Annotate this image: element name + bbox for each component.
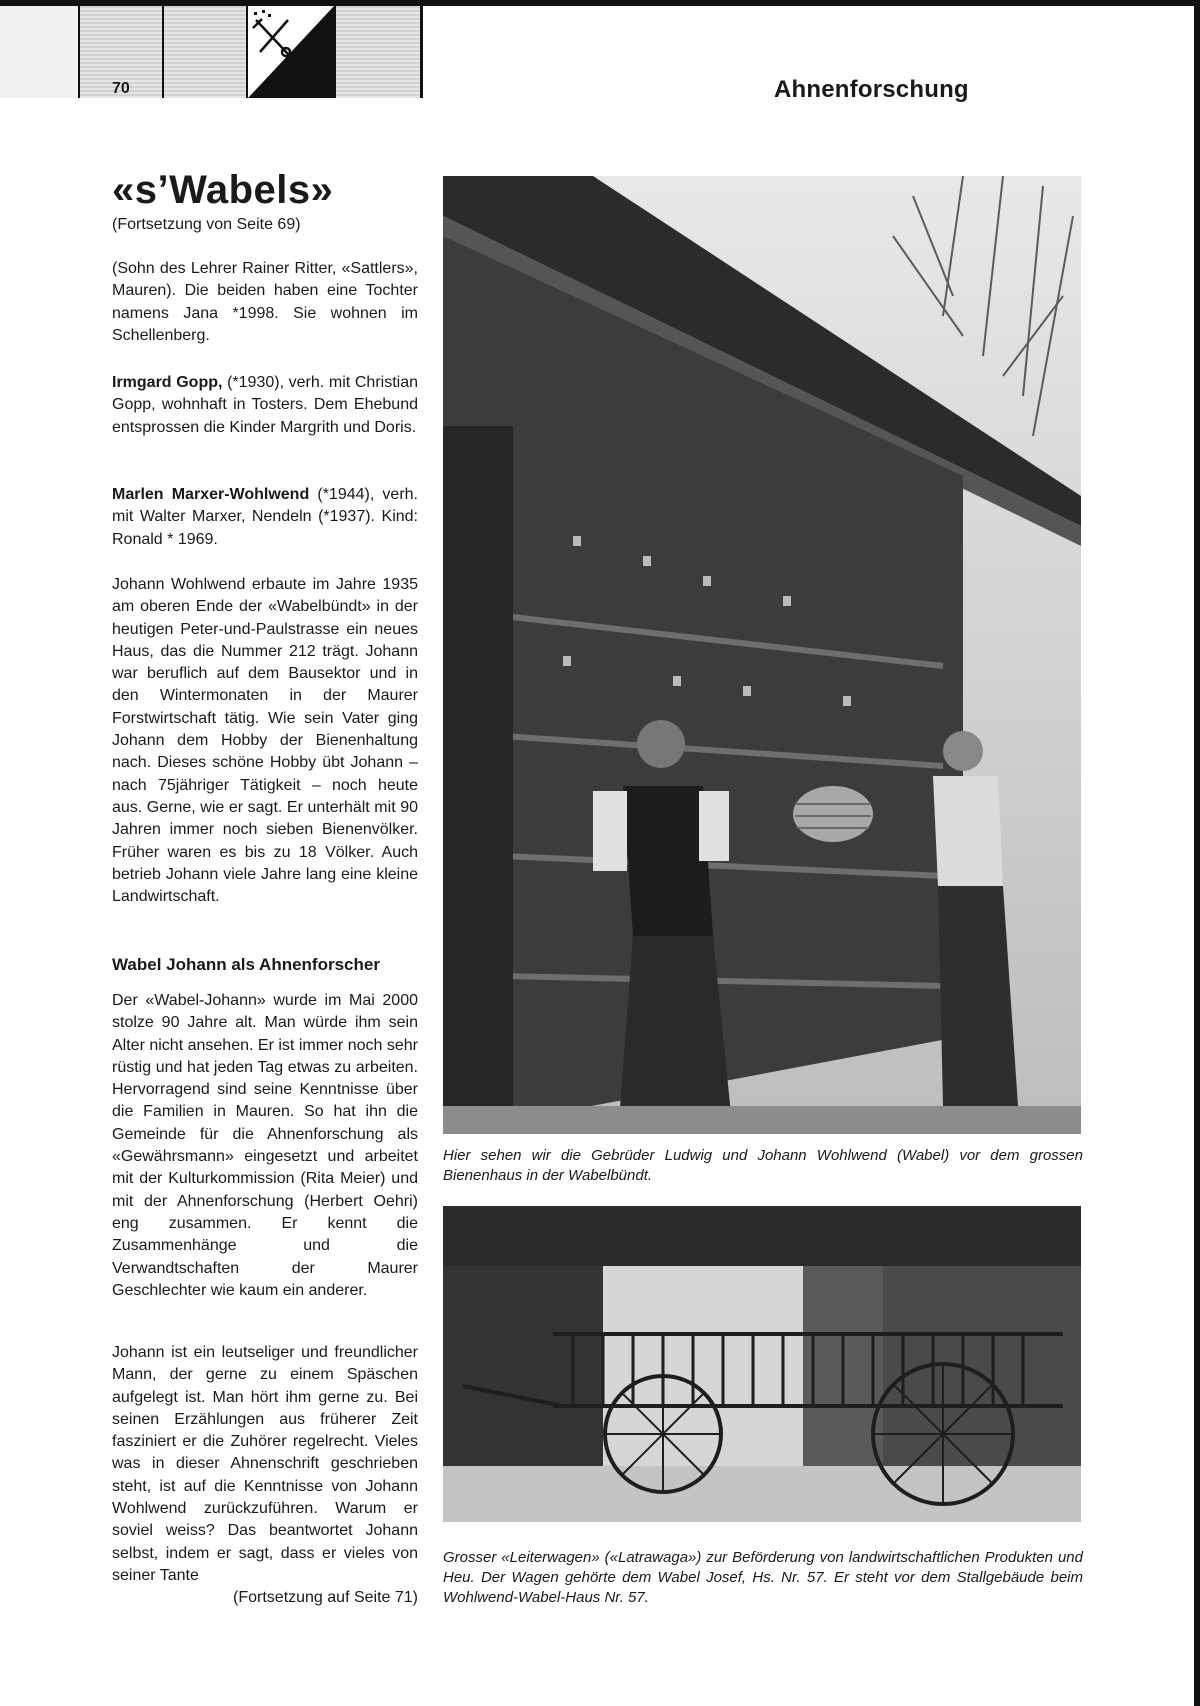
article-paragraph (112, 484, 418, 551)
article-paragraph (112, 990, 418, 1302)
paragraph-text: Der «Wabel-Johann» wurde im Mai 2000 stolze 90 Jahre alt. Man würde ihm sein Alter nicht ansehen. Er ist immer noch sehr rüstig und hat jeden Tag etwas zu arbeiten. Hervorragend sind seine Kenntnisse über die Familien in Mauren. So hat ihn die Gemeinde für die Ahnenforschung als «Gewährsmann» eingesetzt und arbeitet mit der Kulturkommission (Rita Meier) und mit der Ahnenforschung (Herbert Oehri) eng zusammen. Er kennt die Zusammenhänge und die Verwandtschaften der Maurer Geschlechter wie kaum ein anderer. (112, 992, 418, 1299)
paragraph-text: Johann ist ein leutseliger und freundlicher Mann, der gerne zu einem Späschen aufgelegt ist. Man hört ihm gerne zu. Bei seinen Erzählungen aus früherer Zeit fasziniert er die Zuhörer regelrecht. Vieles was in dieser Ahnenschrift geschrieben steht, ist auf die Kenntnisse von Johann Wohlwend zurückzuführen. Warum er soviel weiss? Das beantwortet Johann selbst, indem er sagt, dass er vieles von seiner Tante (112, 1344, 418, 1584)
wagon-photo (443, 1206, 1081, 1522)
photo-caption: Hier sehen wir die Gebrüder Ludwig und Johann Wohlwend (Wabel) vor dem grossen Bienenhaus in der Wabelbündt. (443, 1147, 1083, 1184)
article-paragraph (112, 372, 418, 439)
person-name: Marlen Marxer-Wohlwend (112, 486, 310, 503)
photo-caption: Grosser «Leiterwagen» («Latrawaga») zur Beförderung von landwirtschaftlichen Produkten und Heu. Der Wagen gehörte dem Wabel Josef, Hs. Nr. 57. Er steht vor dem Stallgebäude beim Wohlwend-Wabel-Haus Nr. 57. (443, 1549, 1083, 1606)
page-number: 70 (112, 80, 130, 97)
crossed-tools-emblem-icon (248, 6, 334, 98)
article-paragraph (112, 258, 418, 347)
subheading: Wabel Johann als Ahnenforscher (112, 955, 380, 974)
paragraph-text: (*1930), verh. mit Christian Gopp, wohnhaft in Tosters. Dem Ehebund entsprossen die Kinder Margrith und Doris. (112, 374, 418, 436)
continued-from: (Fortsetzung von Seite 69) (112, 216, 301, 233)
beehouse-photo (443, 176, 1081, 1134)
person-name: Irmgard Gopp, (112, 374, 223, 391)
paragraph-text: (Sohn des Lehrer Rainer Ritter, «Sattlers», Mauren). Die beiden haben eine Tochter namens Jana *1998. Sie wohnen im Schellenberg. (112, 260, 418, 344)
header-cell (336, 6, 423, 98)
article-paragraph (112, 1342, 418, 1610)
header-logo-cell (248, 6, 337, 98)
article-title: «s’Wabels» (112, 168, 334, 212)
header-cell (164, 6, 249, 98)
section-title: Ahnenforschung (774, 76, 969, 103)
page-edge-right (1194, 0, 1200, 1706)
header-cell (0, 6, 81, 98)
paragraph-text: (*1944), verh. mit Walter Marxer, Nendeln (*1937). Kind: Ronald * 1969. (112, 486, 418, 548)
paragraph-text: Johann Wohlwend erbaute im Jahre 1935 am oberen Ende der «Wabelbündt» in der heutigen Peter-und-Paulstrasse ein neues Haus, das die Nummer 212 trägt. Johann war beruflich auf dem Bausektor und in den Wintermonaten in der Maurer Forstwirtschaft tätig. Wie sein Vater ging Johann dem Hobby der Bienenhaltung nach. Dieses schöne Hobby übt Johann – nach 75jähriger Tätigkeit – noch heute aus. Gerne, wie er sagt. Er unterhält mit 90 Jahren immer noch sieben Bienenvölker. Früher waren es bis zu 18 Völker. Auch betrieb Johann viele Jahre lang eine kleine Landwirtschaft. (112, 576, 418, 906)
article-paragraph (112, 574, 418, 908)
page-header-band (0, 6, 425, 98)
continued-to: (Fortsetzung auf Seite 71) (233, 1589, 418, 1607)
